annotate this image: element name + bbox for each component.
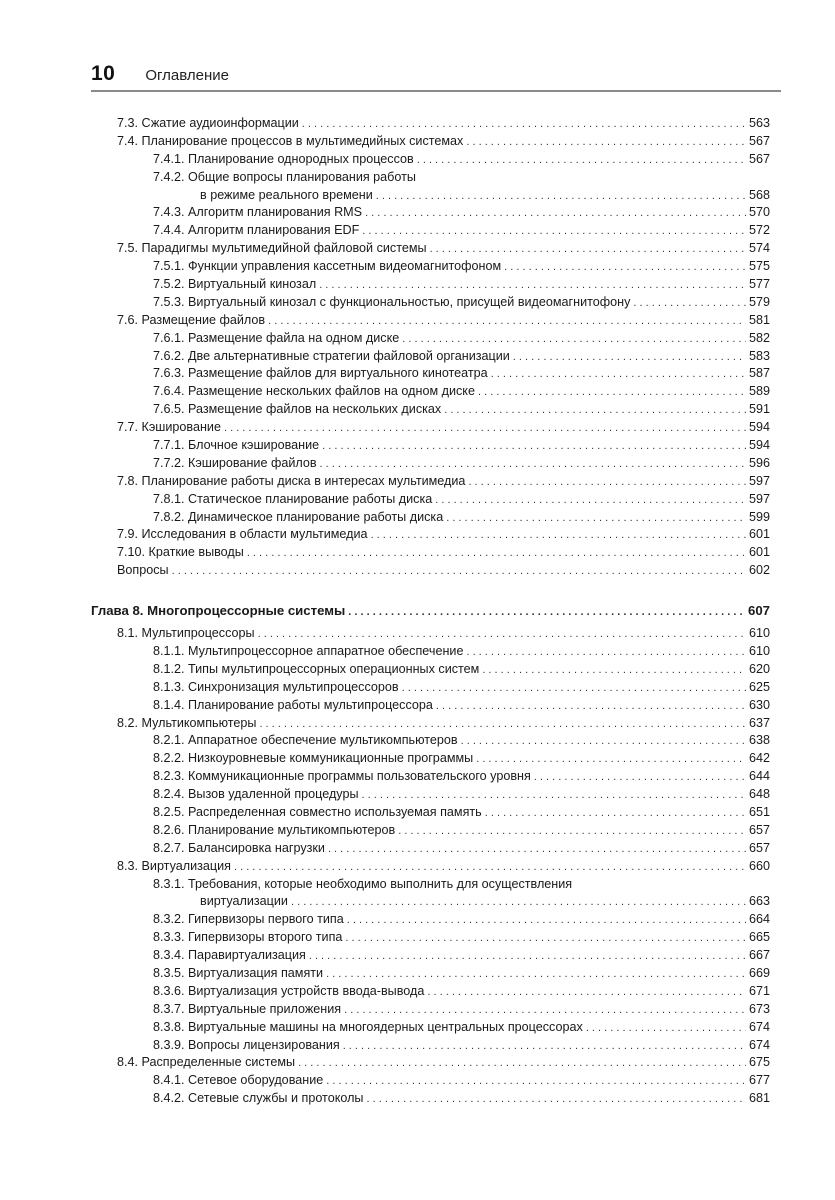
toc-entry-title: 8.1.4. Планирование работы мультипроцессора [153,697,436,715]
toc-entry-title: 8.1.2. Типы мультипроцессорных операционных систем [153,661,482,679]
toc-entry-page: 607 [747,603,770,619]
toc-entry-page: 567 [746,133,770,151]
toc-entry-title: 8.3.2. Гипервизоры первого типа [153,911,347,929]
toc-entry-title: 8.3.4. Паравиртуализация [153,947,309,965]
toc-entry-page: 642 [746,750,770,768]
dot-leader [320,456,746,474]
toc-entry[interactable] [153,768,770,786]
toc-entry-page: 563 [746,115,770,133]
dot-leader [435,492,746,510]
toc-entry-page: 574 [746,240,770,258]
toc-entry[interactable] [153,786,770,804]
toc-entry-page: 674 [746,1037,770,1055]
dot-leader [348,604,746,622]
toc-entry-title: 7.6. Размещение файлов [117,312,268,330]
running-title: Оглавление [145,67,229,84]
toc-entry-page: 660 [746,858,770,876]
toc-entry-title: 7.4.4. Алгоритм планирования EDF [153,222,362,240]
toc-entry-title: 7.9. Исследования в области мультимедиа [117,526,371,544]
toc-entry-title: 8.4.1. Сетевое оборудование [153,1072,326,1090]
toc-entry-page: 657 [746,822,770,840]
dot-leader [298,1055,746,1073]
toc-entry-title: 8.3.3. Гипервизоры второго типа [153,929,345,947]
toc-entry[interactable] [153,383,770,401]
toc-entry[interactable] [153,151,770,169]
toc-entry-title: 8.1. Мультипроцессоры [117,625,258,643]
toc-entry-page: 610 [746,643,770,661]
toc-entry[interactable] [153,661,770,679]
toc-entry[interactable] [117,240,770,258]
toc-entry-title: 8.2.7. Балансировка нагрузки [153,840,328,858]
dot-leader [427,984,746,1002]
toc-entry-title: 7.5.1. Функции управления кассетным видеомагнитофоном [153,258,504,276]
dot-leader [398,823,746,841]
toc-entry[interactable] [153,911,770,929]
toc-entry[interactable] [153,348,770,366]
toc-entry[interactable] [117,473,770,491]
toc-entry-page: 657 [746,840,770,858]
toc-entry-page: 637 [746,715,770,733]
toc-entry-title: 7.8.1. Статическое планирование работы диска [153,491,435,509]
dot-leader [402,331,746,349]
dot-leader [291,894,746,912]
toc-entry-page: 667 [746,947,770,965]
toc-entry-page: 651 [746,804,770,822]
dot-leader [172,563,746,581]
toc-part-chapter-7 [0,115,835,580]
toc-entry[interactable] [153,840,770,858]
toc-entry-title: 7.8. Планирование работы диска в интересах мультимедиа [117,473,468,491]
toc-entry-page: 577 [746,276,770,294]
toc-entry-page: 602 [746,562,770,580]
toc-entry[interactable] [153,330,770,348]
toc-entry-title: 8.2.2. Низкоуровневые коммуникационные программы [153,750,476,768]
toc-part-chapter-8 [0,625,835,1108]
toc-entry-title: 8.4.2. Сетевые службы и протоколы [153,1090,366,1108]
toc-entry[interactable] [200,893,770,911]
dot-leader [319,277,746,295]
toc-entry-page: 663 [746,893,770,911]
toc-entry-title: 7.4.1. Планирование однородных процессов [153,151,417,169]
page-header [91,62,781,90]
toc-entry[interactable] [153,947,770,965]
dot-leader [491,366,746,384]
dot-leader [362,223,746,241]
toc-entry-page: 625 [746,679,770,697]
toc-entry-page: 583 [746,348,770,366]
dot-leader [513,349,746,367]
dot-leader [347,912,746,930]
toc-entry-title: 7.6.4. Размещение нескольких файлов на одном диске [153,383,478,401]
toc-entry-title: 7.6.5. Размещение файлов на нескольких дисках [153,401,444,419]
toc-entry[interactable] [153,258,770,276]
toc-entry-title: 7.7. Кэширование [117,419,224,437]
toc-entry[interactable] [153,929,770,947]
toc-entry-page: 677 [746,1072,770,1090]
toc-entry-title: 7.6.2. Две альтернативные стратегии файловой организации [153,348,513,366]
dot-leader [504,259,746,277]
dot-leader [534,769,746,787]
toc-entry-title: 8.3.1. Требования, которые необходимо выполнить для осуществления [153,876,575,894]
toc-entry-page: 601 [746,544,770,562]
toc-entry-title: 8.2.3. Коммуникационные программы пользовательского уровня [153,768,534,786]
toc-entry-title: 8.2.5. Распределенная совместно используемая память [153,804,485,822]
dot-leader [258,626,746,644]
toc-entry-title: 7.5.3. Виртуальный кинозал с функциональностью, присущей видеомагнитофону [153,294,633,312]
toc-entry-page: 567 [746,151,770,169]
toc-entry[interactable] [153,1072,770,1090]
dot-leader [466,134,746,152]
toc-entry[interactable] [153,222,770,240]
toc-entry[interactable] [153,169,770,187]
toc-entry[interactable] [153,697,770,715]
dot-leader [476,751,746,769]
toc-chapter-entry[interactable] [91,602,770,620]
toc-entry-title: 7.5.2. Виртуальный кинозал [153,276,319,294]
toc-entry[interactable] [153,876,770,894]
dot-leader [461,733,746,751]
toc-entry-page: 673 [746,1001,770,1019]
toc-entry-page: 599 [746,509,770,527]
toc-entry-title: 7.4.2. Общие вопросы планирования работы [153,169,419,187]
dot-leader [482,662,746,680]
dot-leader [466,644,746,662]
dot-leader [376,188,746,206]
dot-leader [417,152,746,170]
toc-entry[interactable] [153,965,770,983]
toc-entry[interactable] [153,643,770,661]
toc-entry[interactable] [117,544,770,562]
toc-entry-title: виртуализации [200,893,291,911]
toc-entry-page: 610 [746,625,770,643]
toc-entry-page: 671 [746,983,770,1001]
toc-entry-title: 8.3. Виртуализация [117,858,234,876]
toc-entry-title: 8.3.7. Виртуальные приложения [153,1001,344,1019]
toc-entry-title: 7.4.3. Алгоритм планирования RMS [153,204,365,222]
toc-entry-page: 675 [746,1054,770,1072]
toc-entry[interactable] [153,804,770,822]
toc-entry-title: 7.8.2. Динамическое планирование работы диска [153,509,446,527]
dot-leader [485,805,746,823]
toc-entry-page: 581 [746,312,770,330]
dot-leader [247,545,746,563]
toc-entry[interactable] [153,679,770,697]
toc-entry[interactable] [153,455,770,473]
dot-leader [322,438,746,456]
dot-leader [586,1020,746,1038]
toc-entry-page: 665 [746,929,770,947]
dot-leader [309,948,746,966]
toc-entry-page: 594 [746,419,770,437]
toc-entry[interactable] [153,750,770,768]
toc-entry-page: 644 [746,768,770,786]
dot-leader [365,205,746,223]
toc-entry[interactable] [117,115,770,133]
toc-entry-title: 8.3.8. Виртуальные машины на многоядерных центральных процессорах [153,1019,586,1037]
toc-entry[interactable] [117,625,770,643]
dot-leader [259,716,746,734]
toc-entry-title: 8.3.9. Вопросы лицензирования [153,1037,343,1055]
dot-leader [430,241,746,259]
toc-entry[interactable] [153,365,770,383]
dot-leader [444,402,746,420]
toc-entry[interactable] [153,294,770,312]
toc-entry-page: 597 [746,473,770,491]
toc-entry[interactable] [153,1090,770,1108]
page-number: 10 [91,62,116,85]
toc-entry-page: 664 [746,911,770,929]
toc-entry-page: 568 [746,187,770,205]
toc-entry-page: 597 [746,491,770,509]
toc-entry-page: 648 [746,786,770,804]
dot-leader [326,1073,746,1091]
dot-leader [344,1002,746,1020]
toc-entry-title: 8.3.6. Виртуализация устройств ввода-вывода [153,983,427,1001]
toc-entry-page: 589 [746,383,770,401]
toc-entry-title: 7.4. Планирование процессов в мультимедийных системах [117,133,466,151]
toc-entry[interactable] [117,419,770,437]
toc-entry-title: 8.2. Мультикомпьютеры [117,715,259,733]
toc-entry-title: 7.6.1. Размещение файла на одном диске [153,330,402,348]
toc-entry-page: 596 [746,455,770,473]
dot-leader [402,680,746,698]
dot-leader [436,698,746,716]
toc-entry[interactable] [153,1037,770,1055]
dot-leader [234,859,746,877]
toc-entry-title: 7.10. Краткие выводы [117,544,247,562]
toc-entry[interactable] [153,822,770,840]
toc-entry-title: Глава 8. Многопроцессорные системы [91,602,348,620]
toc-entry-page: 674 [746,1019,770,1037]
toc-entry[interactable] [117,526,770,544]
dot-leader [362,787,746,805]
toc-entry[interactable] [200,187,770,205]
toc-entry[interactable] [117,715,770,733]
toc-entry[interactable] [153,732,770,750]
dot-leader [328,841,746,859]
toc-entry-page: 630 [746,697,770,715]
toc-entry[interactable] [117,1054,770,1072]
toc-entry-page: 587 [746,365,770,383]
toc-entry[interactable] [117,312,770,330]
toc-entry-title: 7.7.2. Кэширование файлов [153,455,320,473]
toc-entry-title: 8.2.4. Вызов удаленной процедуры [153,786,362,804]
toc-entry[interactable] [117,562,770,580]
dot-leader [633,295,746,313]
table-of-contents [0,115,835,1108]
toc-entry[interactable] [153,437,770,455]
toc-entry-page: 575 [746,258,770,276]
toc-entry-title: 7.6.3. Размещение файлов для виртуального кинотеатра [153,365,491,383]
toc-entry-page: 669 [746,965,770,983]
toc-entry[interactable] [153,401,770,419]
toc-entry-title: 8.4. Распределенные системы [117,1054,298,1072]
toc-entry-title: 8.2.1. Аппаратное обеспечение мультикомпьютеров [153,732,461,750]
toc-entry-title: 8.2.6. Планирование мультикомпьютеров [153,822,398,840]
toc-entry-page: 570 [746,204,770,222]
dot-leader [468,474,746,492]
toc-entry[interactable] [153,1001,770,1019]
toc-entry[interactable] [153,276,770,294]
toc-entry[interactable] [153,491,770,509]
toc-entry-page: 594 [746,437,770,455]
toc-entry-page: 601 [746,526,770,544]
toc-entry-title: 8.1.3. Синхронизация мультипроцессоров [153,679,402,697]
dot-leader [268,313,746,331]
dot-leader [366,1091,746,1109]
dot-leader [302,116,746,134]
toc-entry-title: 8.3.5. Виртуализация памяти [153,965,326,983]
toc-entry-page: 582 [746,330,770,348]
dot-leader [326,966,746,984]
dot-leader [345,930,746,948]
toc-entry-page: 620 [746,661,770,679]
toc-entry[interactable] [153,204,770,222]
toc-entry[interactable] [117,858,770,876]
toc-entry[interactable] [153,509,770,527]
toc-entry-title: Вопросы [117,562,172,580]
toc-entry-title: 7.7.1. Блочное кэширование [153,437,322,455]
toc-entry-page: 681 [746,1090,770,1108]
toc-entry-title: 7.5. Парадигмы мультимедийной файловой системы [117,240,430,258]
toc-entry-page: 638 [746,732,770,750]
dot-leader [371,527,746,545]
toc-entry-title: в режиме реального времени [200,187,376,205]
dot-leader [224,420,746,438]
dot-leader [446,510,746,528]
dot-leader [343,1038,746,1056]
toc-entry-page: 579 [746,294,770,312]
toc-entry[interactable] [153,983,770,1001]
toc-entry-page: 572 [746,222,770,240]
toc-entry[interactable] [153,1019,770,1037]
toc-entry-page: 591 [746,401,770,419]
toc-entry-title: 8.1.1. Мультипроцессорное аппаратное обеспечение [153,643,466,661]
dot-leader [478,384,746,402]
toc-entry[interactable] [117,133,770,151]
header-rule [91,90,781,92]
toc-entry-title: 7.3. Сжатие аудиоинформации [117,115,302,133]
